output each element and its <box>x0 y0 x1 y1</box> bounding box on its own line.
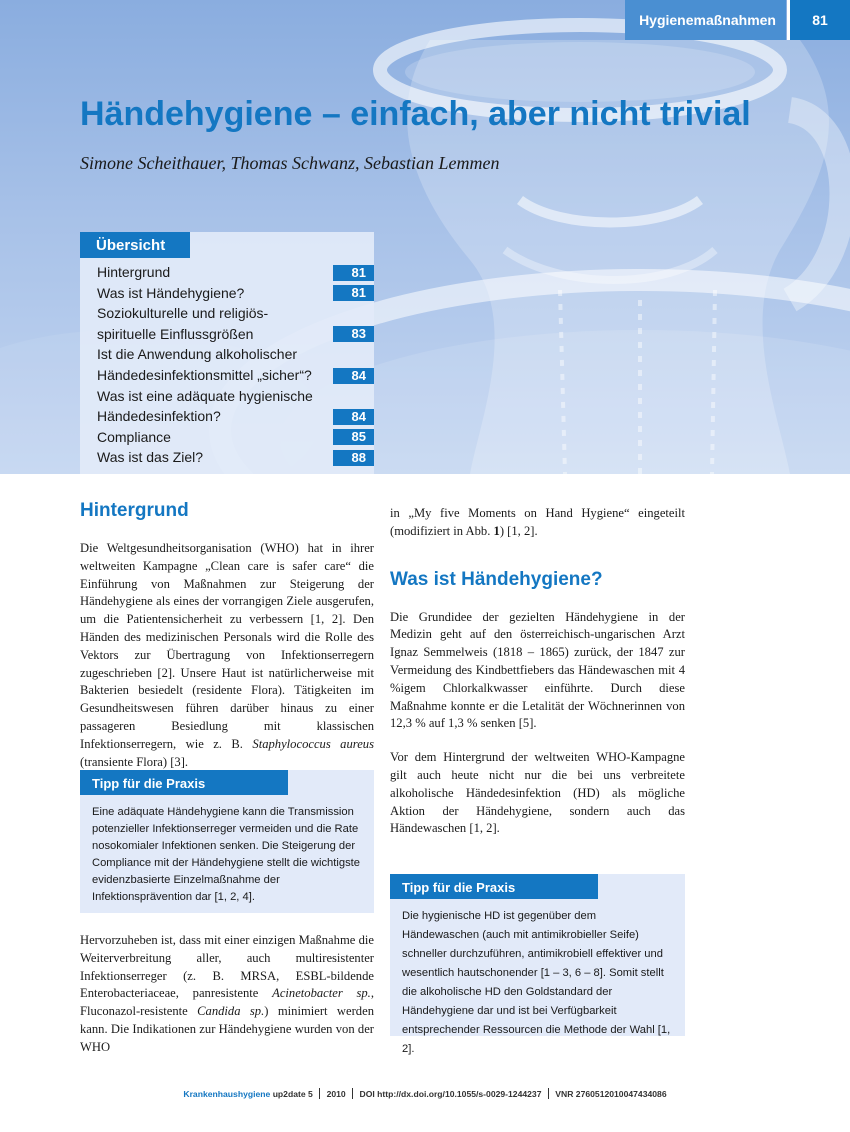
divider <box>548 1088 549 1099</box>
overview-heading: Übersicht <box>80 232 190 258</box>
figure-reference[interactable]: 1 <box>493 523 500 538</box>
toc-item[interactable] <box>97 344 374 385</box>
journal-name: Krankenhaushygiene <box>183 1089 271 1099</box>
toc-item-page: 83 <box>333 326 374 342</box>
tip-text: Die hygienische HD ist gegenüber dem Händewaschen (auch mit antimikrobieller Seife) schneller durchzuführen, antimikrobiell effektiver und wesentlich hautschonender [1 – 3, 6 – 8]. Somit stellt die alkoholische HD den Goldstandard der Händehygiene dar und ist bei Verfügbarkeit entsprechender Ressourcen die Methode der Wahl [1, 2]. <box>402 910 671 1055</box>
running-header <box>0 0 850 40</box>
tip-box-right <box>390 874 685 1055</box>
paragraph-text: (transiente Flora) [3]. <box>80 754 189 769</box>
journal-year: 2010 <box>326 1089 346 1099</box>
paragraph-text: Die Weltgesundheitsorganisation (WHO) hat in ihrer weltweiten Kampagne „Clean care is safer care“ die Einführung von Maßnahmen zur Steigerung der Händehygiene als eines der vorrangigen Ziele ausgerufen, um die Patientensicherheit zu verbessern [1, 2]. Den Händen des medizinischen Personals wird die Rolle des Vektors zur Übertragung von Infektionserregern zugeschrieben [2]. Unsere Haut ist natürlicherweise mit Bakterien besiedelt (residente Flora). Tätigkeiten im Gesundheitswesen führen darüber hinaus zu einer passageren Besiedlung mit klassischen Infektionserregern, wie z. B. <box>80 541 374 751</box>
species-name: Candida sp. <box>197 1004 265 1019</box>
toc-item-page: 81 <box>333 265 374 281</box>
doi-link[interactable]: DOI http://dx.doi.org/10.1055/s-0029-1244237 <box>359 1089 542 1099</box>
journal-issue: up2date 5 <box>272 1089 313 1099</box>
toc-item[interactable] <box>97 303 374 344</box>
toc-list <box>97 262 374 468</box>
overview-box <box>80 232 374 474</box>
toc-item-page: 84 <box>333 368 374 384</box>
section-heading-was-ist-haendehygiene: Was ist Händehygiene? <box>390 568 603 590</box>
toc-item-label: Ist die Anwendung alkoholischer Händedesinfektionsmittel „sicher“? <box>97 346 312 383</box>
left-column <box>80 500 374 771</box>
paragraph <box>80 932 374 1057</box>
page-number: 81 <box>787 0 850 40</box>
paragraph: Die Grundidee der gezielten Händehygiene in der Medizin geht auf den österreichisch-ungarischen Arzt Ignaz Semmelweis (1818 – 1865) zurück, der 1847 zur Vermeidung des Kindbettfiebers das Händewaschen mit 4 %igem Chlorkalkwasser einführte. Durch diese Maßnahme konnte er die Letalität der Wöchnerinnen von 12,3 % auf 1,3 % senken [5]. <box>390 609 685 731</box>
paragraph-text: , Fluconazol-resistente <box>80 986 374 1019</box>
toc-item[interactable] <box>97 447 374 468</box>
paragraph <box>80 540 374 771</box>
species-name: Acinetobacter sp. <box>272 986 371 1001</box>
paragraph-text: ) minimiert werden kann. Die Indikationen zur Händehygiene wurden von der WHO <box>80 1004 374 1054</box>
article-title: Händehygiene – einfach, aber nicht trivial <box>80 95 751 133</box>
toc-item-label: Was ist eine adäquate hygienische Händedesinfektion? <box>97 387 313 425</box>
toc-item[interactable] <box>97 427 374 448</box>
tip-heading: Tipp für die Praxis <box>80 770 288 795</box>
divider <box>319 1088 320 1099</box>
paragraph-text: in „My five Moments on Hand Hygiene“ eingeteilt (modifiziert in Abb. <box>390 506 685 538</box>
vnr-number: VNR 2760512010047434086 <box>555 1089 667 1099</box>
paragraph-text: Hervorzuheben ist, dass mit einer einzigen Maßnahme die Weiterverbreitung aller, auch multiresistenter Infektionserreger (z. B. MRSA, ESBL-bildende Enterobacteriaceae, panresistente <box>80 933 374 1001</box>
tip-text: Eine adäquate Händehygiene kann die Transmission potenzieller Infektionserreger vermeiden und die Rate nosokomialer Infektionen senken. Die Steigerung der Compliance mit der Händehygiene stellt die wichtigste evidenzbasierte Einzelmaßnahme der Infektionsprävention dar [1, 2, 4]. <box>92 806 361 903</box>
paragraph: Vor dem Hintergrund der weltweiten WHO-Kampagne gilt auch heute nicht nur die bei uns verbreitete alkoholische Händedesinfektion (HD) als mögliche Aktion der Händehygiene, sondern auch das Händewaschen [1, 2]. <box>390 750 685 836</box>
paragraph <box>390 505 685 541</box>
toc-item[interactable] <box>97 283 374 304</box>
paragraph-text: ) [1, 2]. <box>499 523 538 538</box>
section-label: Hygienemaßnahmen <box>625 0 786 40</box>
toc-item-page: 81 <box>333 285 374 301</box>
toc-item[interactable] <box>97 386 374 427</box>
section-heading-hintergrund: Hintergrund <box>80 500 189 521</box>
tip-box-left <box>80 770 374 913</box>
toc-item-label: Compliance <box>97 428 171 445</box>
toc-item-page: 84 <box>333 409 374 425</box>
toc-item[interactable] <box>97 262 374 283</box>
page-footer <box>0 1088 850 1099</box>
species-name: Staphylococcus aureus <box>252 736 374 751</box>
toc-item-page: 88 <box>333 450 374 466</box>
toc-item-page: 85 <box>333 429 374 445</box>
left-column-continued <box>80 932 374 1057</box>
toc-item-label: Hintergrund <box>97 264 171 280</box>
toc-item-label: Was ist das Ziel? <box>97 449 204 466</box>
article-authors: Simone Scheithauer, Thomas Schwanz, Sebastian Lemmen <box>80 153 500 173</box>
toc-item-label: Was ist Händehygiene? <box>97 284 245 301</box>
right-column <box>390 505 685 838</box>
tip-heading: Tipp für die Praxis <box>390 874 598 899</box>
divider <box>352 1088 353 1099</box>
toc-item-label: Soziokulturelle und religiös-spirituelle Einflussgrößen <box>97 305 269 342</box>
